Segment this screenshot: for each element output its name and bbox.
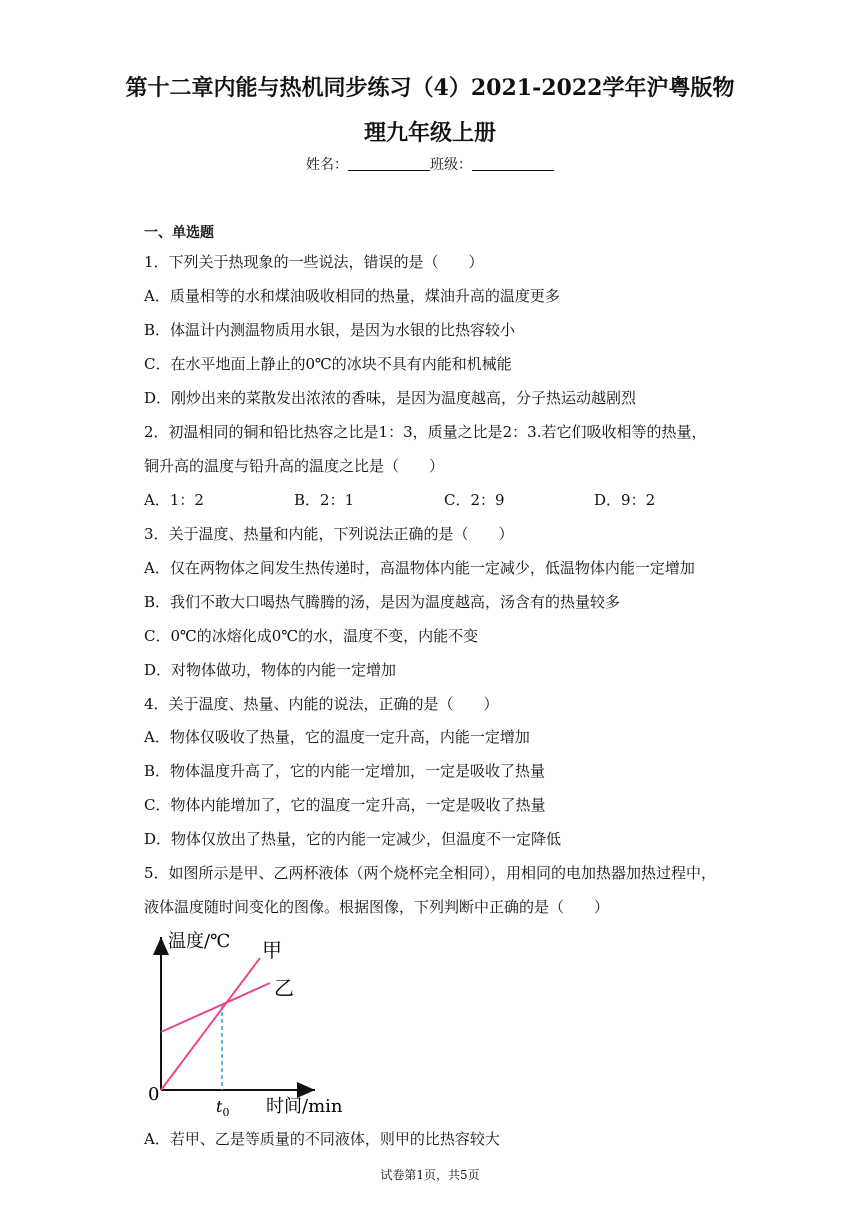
label-yi: 乙: [274, 976, 294, 1000]
t0-subscript: 0: [222, 1106, 230, 1119]
q3-option-b: B．我们不敢大口喝热气腾腾的汤，是因为温度越高，汤含有的热量较多: [144, 593, 621, 611]
class-label: 班级：: [430, 157, 472, 173]
q4-option-c: C．物体内能增加了，它的温度一定升高，一定是吸收了热量: [144, 796, 546, 814]
doc-title-line-2: 理九年级上册: [363, 120, 496, 146]
x-axis-label: 时间/min: [266, 1096, 343, 1117]
q1-option-d: D．刚炒出来的菜散发出浓浓的香味，是因为温度越高，分子热运动越剧烈: [144, 389, 637, 407]
line-jia: [161, 958, 260, 1090]
q1-option-c: C．在水平地面上静止的0℃的冰块不具有内能和机械能: [144, 355, 512, 373]
q5-stem-line-2: 液体温度随时间变化的图像。根据图像，下列判断中正确的是（ ）: [144, 898, 610, 916]
q4-option-b: B．物体温度升高了，它的内能一定增加，一定是吸收了热量: [144, 762, 546, 780]
y-axis-label: 温度/℃: [168, 931, 231, 952]
name-label: 姓名：: [306, 157, 348, 173]
q5-stem-line-1: 5．如图所示是甲、乙两杯液体（两个烧杯完全相同），用相同的电加热器加热过程中，: [144, 864, 717, 882]
q2-stem-line-2: 铜升高的温度与铅升高的温度之比是（ ）: [144, 457, 445, 475]
page-footer: 试卷第1页，共5页: [380, 1168, 480, 1182]
q2-option-d: D．9：2: [594, 491, 656, 509]
class-blank: [472, 156, 554, 171]
q2-option-a: A．1：2: [144, 491, 204, 509]
label-jia: 甲: [262, 938, 282, 962]
doc-title-line-1: 第十二章内能与热机同步练习（4）2021-2022学年沪粤版物: [125, 75, 735, 101]
q5-option-a: A．若甲、乙是等质量的不同液体，则甲的比热容较大: [144, 1130, 500, 1148]
q4-stem: 4．关于温度、热量、内能的说法，正确的是（ ）: [144, 695, 499, 713]
student-info: [0, 154, 860, 174]
q4-option-a: A．物体仅吸收了热量，它的温度一定升高，内能一定增加: [144, 728, 530, 746]
t0-main: t: [216, 1097, 223, 1116]
name-blank: [348, 156, 430, 171]
q3-option-a: A．仅在两物体之间发生热传递时，高温物体内能一定减少，低温物体内能一定增加: [144, 559, 695, 577]
temperature-time-figure: [140, 925, 370, 1120]
origin-label: 0: [148, 1084, 160, 1105]
q2-stem-line-1: 2．初温相同的铜和铅比热容之比是1：3，质量之比是2：3.若它们吸收相等的热量，: [144, 423, 707, 441]
q3-option-d: D．对物体做功，物体的内能一定增加: [144, 661, 397, 679]
q1-stem: 1．下列关于热现象的一些说法，错误的是（ ）: [144, 253, 484, 271]
q2-option-c: C．2：9: [444, 491, 505, 509]
q4-option-d: D．物体仅放出了热量，它的内能一定减少，但温度不一定降低: [144, 830, 562, 848]
line-yi: [161, 983, 270, 1032]
q3-stem: 3．关于温度、热量和内能，下列说法正确的是（ ）: [144, 525, 514, 543]
q3-option-c: C．0℃的冰熔化成0℃的水，温度不变，内能不变: [144, 627, 479, 645]
section-heading: 一、单选题: [144, 225, 214, 241]
t0-label: [216, 1097, 229, 1119]
q2-option-b: B．2：1: [294, 491, 355, 509]
q1-option-b: B．体温计内测温物质用水银，是因为水银的比热容较小: [144, 321, 516, 339]
q1-option-a: A．质量相等的水和煤油吸收相同的热量，煤油升高的温度更多: [144, 287, 560, 305]
